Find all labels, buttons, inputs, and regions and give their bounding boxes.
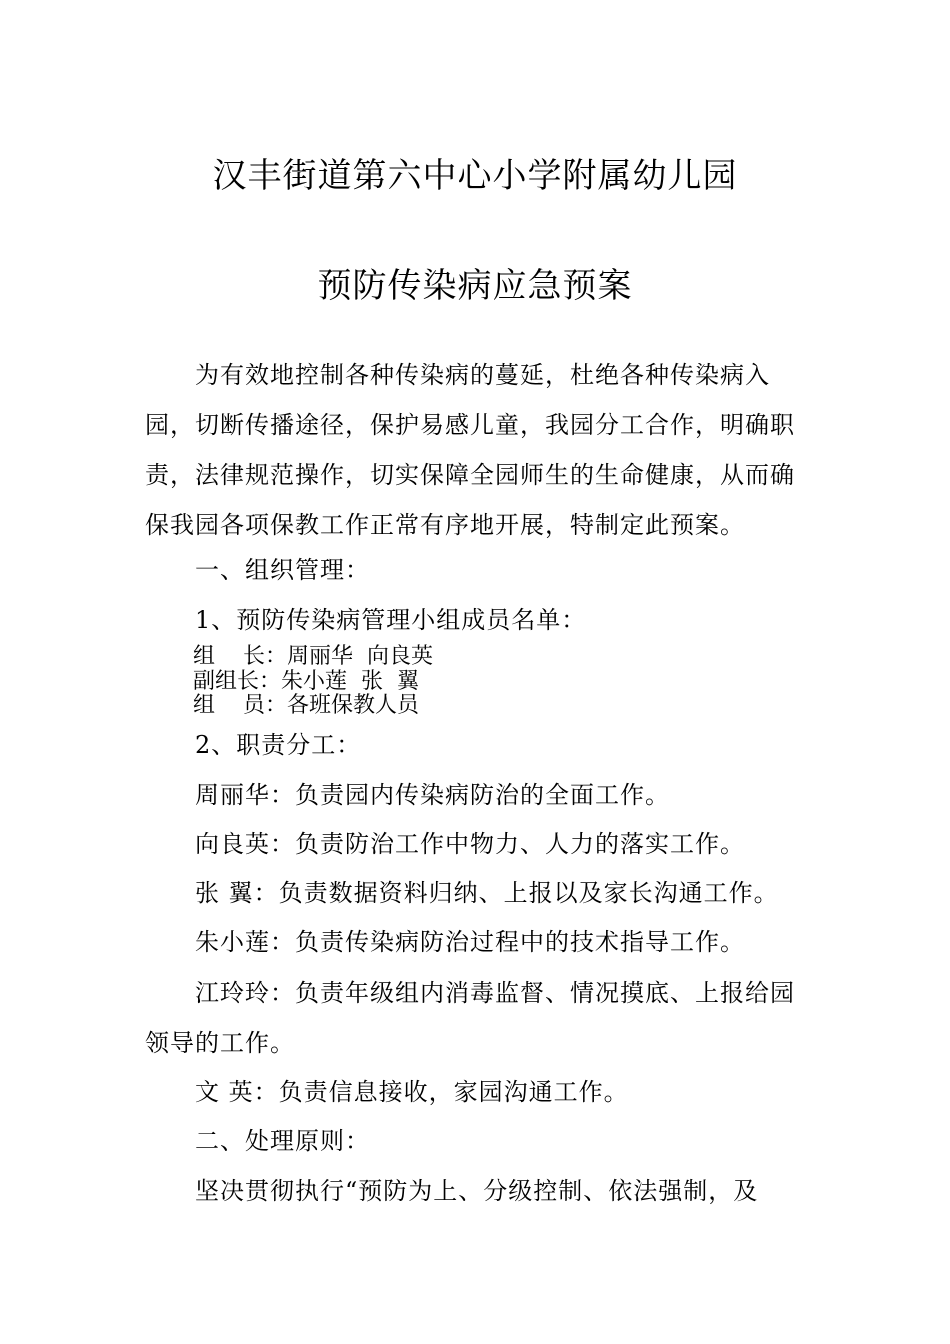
subsection-heading-duties: 2、职责分工： [195, 731, 362, 759]
duty-line: 周丽华：负责园内传染病防治的全面工作。 [195, 781, 670, 809]
section-heading-organization: 一、组织管理： [195, 556, 370, 584]
member-line-members: 组 员：各班保教人员 [193, 693, 419, 718]
member-line-leader: 组 长：周丽华 向良英 [193, 644, 433, 669]
duty-line: 朱小莲：负责传染病防治过程中的技术指导工作。 [195, 928, 745, 956]
duty-line-wen: 文 英：负责信息接收，家园沟通工作。 [195, 1078, 629, 1106]
duty-line: 张 翼：负责数据资料归纳、上报以及家长沟通工作。 [195, 879, 779, 907]
document-title-line-1: 汉丰街道第六中心小学附属幼儿园 [212, 156, 738, 196]
document-title-line-2: 预防传染病应急预案 [317, 266, 633, 306]
intro-paragraph: 为有效地控制各种传染病的蔓延，杜绝各种传染病入园，切断传播途径，保护易感儿童，我园分工合作，明确职责，法律规范操作，切实保障全园师生的生命健康，从而确保我园各项保教工作正常有序地开展，特制定此预案。 [145, 361, 795, 539]
duty-line: 向良英：负责防治工作中物力、人力的落实工作。 [195, 830, 745, 858]
duty-paragraph-jiang: 江玲玲：负责年级组内消毒监督、情况摸底、上报给园领导的工作。 [145, 979, 795, 1057]
member-line-deputy: 副组长：朱小莲 张 翼 [193, 669, 419, 694]
section-heading-principles: 二、处理原则： [195, 1127, 370, 1155]
principle-text-start: 坚决贯彻执行“预防为上、分级控制、依法强制，及 [195, 1177, 759, 1205]
subsection-heading-members: 1、预防传染病管理小组成员名单： [195, 606, 587, 634]
